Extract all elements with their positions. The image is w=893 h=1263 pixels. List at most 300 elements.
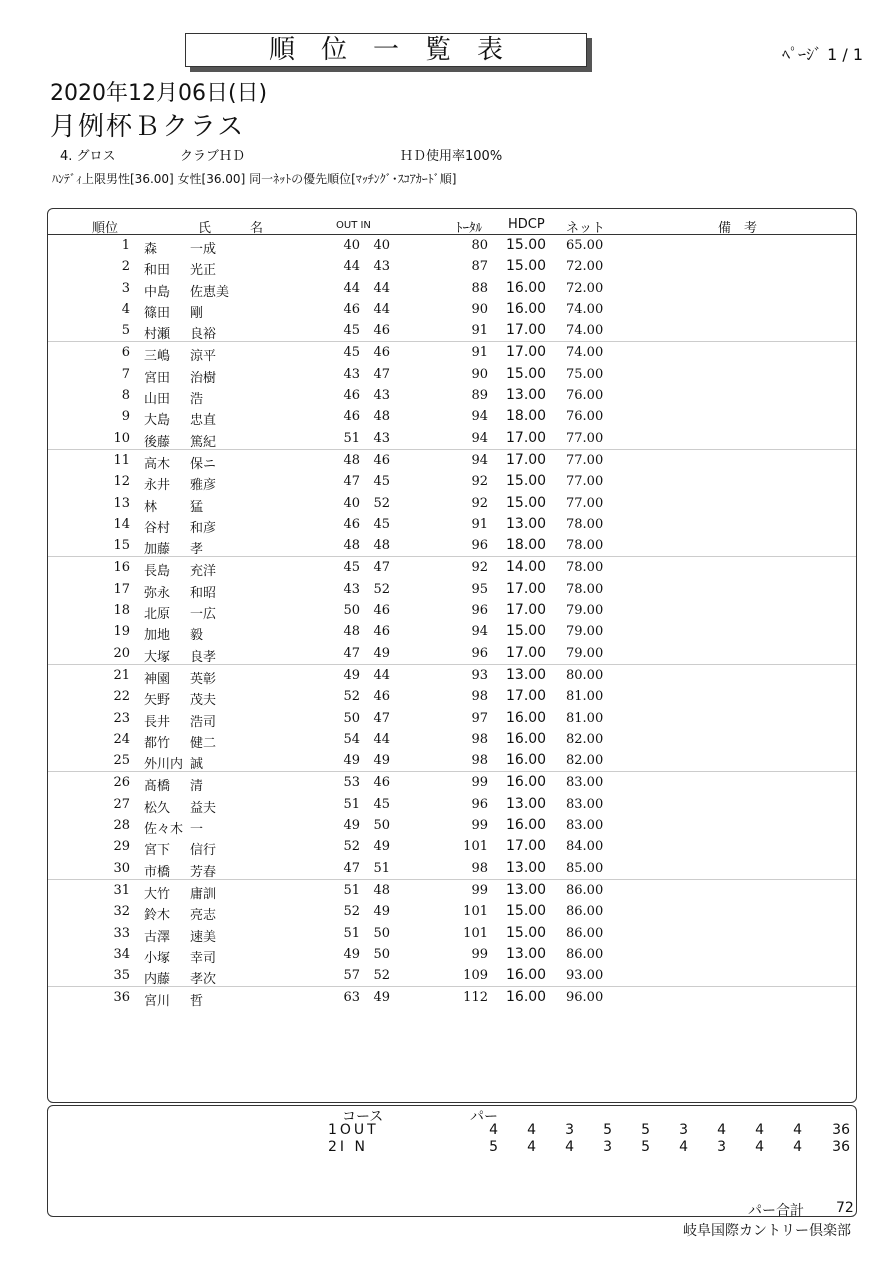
- last-name-cell: 長島: [144, 564, 171, 580]
- first-name-cell: 涼平: [190, 349, 217, 365]
- last-name-cell: 宮田: [144, 370, 171, 386]
- out-score-cell: 43: [343, 581, 360, 597]
- header-net: ネット: [566, 221, 606, 236]
- course-par-total: 36: [832, 1122, 850, 1138]
- rank-cell: 4: [121, 301, 130, 317]
- hole-par: 4: [793, 1122, 802, 1138]
- total-score-cell: 93: [471, 667, 488, 683]
- last-name-cell: 松久: [144, 800, 171, 816]
- total-score-cell: 112: [463, 990, 488, 1006]
- out-score-cell: 52: [343, 904, 360, 920]
- last-name-cell: 髙橋: [144, 779, 171, 795]
- rank-cell: 33: [113, 925, 130, 941]
- hdcp-cell: 13.00: [506, 666, 547, 683]
- total-score-cell: 91: [471, 516, 488, 532]
- hole-par: 5: [641, 1122, 650, 1138]
- total-score-cell: 94: [471, 430, 488, 446]
- rank-cell: 30: [113, 860, 130, 876]
- table-row: [48, 686, 856, 707]
- results-table: [47, 208, 857, 1103]
- last-name-cell: 長井: [144, 714, 171, 730]
- rank-cell: 11: [113, 452, 130, 468]
- last-name-cell: 大竹: [144, 886, 171, 902]
- out-score-cell: 46: [343, 409, 360, 425]
- table-row: [48, 923, 856, 944]
- rank-cell: 5: [121, 323, 130, 339]
- rank-cell: 31: [113, 882, 130, 898]
- hdcp-cell: 16.00: [506, 967, 547, 984]
- table-row: [48, 428, 856, 449]
- out-score-cell: 45: [343, 560, 360, 576]
- net-score-cell: 86.00: [566, 904, 604, 920]
- rank-cell: 23: [113, 710, 130, 726]
- net-score-cell: 76.00: [566, 388, 604, 404]
- total-score-cell: 101: [463, 925, 488, 941]
- net-score-cell: 86.00: [566, 946, 604, 962]
- table-row: [48, 901, 856, 922]
- in-score-cell: 48: [373, 882, 390, 898]
- last-name-cell: 森: [144, 242, 158, 257]
- hdcp-cell: 15.00: [506, 237, 547, 253]
- net-score-cell: 78.00: [566, 560, 604, 576]
- hole-par: 4: [717, 1122, 726, 1138]
- first-name-cell: 孝次: [190, 972, 217, 988]
- in-score-cell: 52: [373, 581, 390, 597]
- hdcp-cell: 13.00: [506, 945, 547, 962]
- net-score-cell: 78.00: [566, 538, 604, 554]
- results-rows: [48, 235, 856, 1009]
- rank-cell: 36: [113, 990, 130, 1006]
- out-score-cell: 40: [343, 238, 360, 253]
- in-score-cell: 49: [373, 904, 390, 920]
- rank-cell: 28: [113, 818, 130, 834]
- table-row: [48, 600, 856, 621]
- out-score-cell: 48: [343, 538, 360, 554]
- hole-par: 4: [489, 1122, 498, 1138]
- hole-par: 5: [489, 1139, 498, 1155]
- total-score-cell: 87: [471, 259, 488, 275]
- net-score-cell: 86.00: [566, 882, 604, 898]
- net-score-cell: 82.00: [566, 731, 604, 747]
- net-score-cell: 79.00: [566, 645, 604, 661]
- table-row: [48, 965, 856, 986]
- course-name: 2I N: [328, 1139, 368, 1155]
- last-name-cell: 矢野: [144, 693, 171, 709]
- table-row: [48, 986, 856, 1008]
- first-name-cell: 一: [190, 822, 204, 838]
- net-score-cell: 86.00: [566, 925, 604, 941]
- in-score-cell: 45: [373, 474, 390, 490]
- hdcp-cell: 13.00: [506, 515, 547, 532]
- hdcp-cell: 16.00: [506, 817, 547, 834]
- rank-cell: 32: [113, 904, 130, 920]
- total-score-cell: 96: [471, 603, 488, 619]
- hdcp-cell: 15.00: [506, 494, 547, 511]
- hole-par: 4: [755, 1122, 764, 1138]
- header-out-in: OUT IN: [336, 220, 371, 231]
- last-name-cell: 弥永: [144, 585, 171, 601]
- in-score-cell: 47: [373, 366, 390, 382]
- in-score-cell: 44: [373, 667, 390, 683]
- hdcp-cell: 17.00: [506, 429, 547, 446]
- rank-cell: 17: [113, 581, 130, 597]
- total-score-cell: 92: [471, 560, 488, 576]
- last-name-cell: 高木: [144, 456, 171, 472]
- in-score-cell: 48: [373, 538, 390, 554]
- rank-cell: 10: [113, 430, 130, 446]
- last-name-cell: 三嶋: [144, 349, 171, 365]
- out-score-cell: 44: [343, 259, 360, 275]
- handicap-rate: ＨＤ使用率100%: [400, 149, 503, 164]
- course-header: コース: [342, 1109, 384, 1125]
- in-score-cell: 43: [373, 388, 390, 404]
- net-score-cell: 96.00: [566, 990, 604, 1006]
- handicap-type: クラブＨＤ: [180, 149, 246, 164]
- net-score-cell: 83.00: [566, 796, 604, 812]
- hdcp-cell: 16.00: [506, 774, 547, 791]
- out-score-cell: 43: [343, 366, 360, 382]
- total-score-cell: 95: [471, 581, 488, 597]
- total-score-cell: 92: [471, 495, 488, 511]
- first-name-cell: 佐恵美: [190, 284, 230, 300]
- rank-cell: 7: [121, 366, 130, 382]
- in-score-cell: 52: [373, 968, 390, 984]
- out-score-cell: 46: [343, 516, 360, 532]
- first-name-cell: 光正: [190, 263, 217, 279]
- total-score-cell: 96: [471, 538, 488, 554]
- rank-cell: 26: [113, 775, 130, 791]
- last-name-cell: 外川内: [144, 757, 184, 773]
- table-row: [48, 256, 856, 277]
- rank-cell: 12: [113, 474, 130, 490]
- table-row: [48, 514, 856, 535]
- net-score-cell: 77.00: [566, 452, 604, 468]
- first-name-cell: 治樹: [190, 370, 217, 386]
- first-name-cell: 亮志: [190, 908, 217, 924]
- header-rank: 順位: [92, 221, 119, 236]
- competition-name: 月例杯Ｂクラス: [50, 112, 246, 142]
- total-score-cell: 99: [471, 946, 488, 962]
- in-score-cell: 49: [373, 990, 390, 1006]
- total-score-cell: 98: [471, 731, 488, 747]
- first-name-cell: 猛: [190, 499, 204, 515]
- table-row: [48, 729, 856, 750]
- in-score-cell: 44: [373, 301, 390, 317]
- last-name-cell: 大塚: [144, 649, 171, 665]
- total-score-cell: 101: [463, 839, 488, 855]
- out-score-cell: 51: [343, 796, 360, 812]
- out-score-cell: 49: [343, 753, 360, 769]
- net-score-cell: 65.00: [566, 238, 604, 253]
- first-name-cell: 幸司: [190, 950, 217, 966]
- event-date: 2020年12月06日(日): [50, 81, 268, 106]
- net-score-cell: 78.00: [566, 516, 604, 532]
- rank-cell: 18: [113, 603, 130, 619]
- total-score-cell: 90: [471, 301, 488, 317]
- hdcp-cell: 13.00: [506, 881, 547, 898]
- header-total: ﾄｰﾀﾙ: [456, 221, 482, 236]
- first-name-cell: 一成: [190, 242, 217, 257]
- hole-par: 3: [603, 1139, 612, 1155]
- net-score-cell: 83.00: [566, 818, 604, 834]
- first-name-cell: 剛: [190, 305, 204, 321]
- out-score-cell: 63: [343, 990, 360, 1006]
- hdcp-cell: 16.00: [506, 709, 547, 726]
- last-name-cell: 佐々木: [144, 822, 184, 838]
- rank-cell: 1: [121, 238, 130, 253]
- first-name-cell: 益夫: [190, 800, 217, 816]
- in-score-cell: 49: [373, 645, 390, 661]
- first-name-cell: 信行: [190, 843, 217, 859]
- hdcp-cell: 17.00: [506, 344, 547, 361]
- hole-par: 4: [527, 1122, 536, 1138]
- hdcp-cell: 16.00: [506, 279, 547, 296]
- hdcp-cell: 18.00: [506, 537, 547, 554]
- total-score-cell: 94: [471, 624, 488, 640]
- first-name-cell: 篤紀: [190, 434, 217, 450]
- table-row: [48, 493, 856, 514]
- hdcp-cell: 16.00: [506, 989, 547, 1006]
- rank-cell: 29: [113, 839, 130, 855]
- hole-par: 3: [679, 1122, 688, 1138]
- rank-cell: 9: [121, 409, 130, 425]
- net-score-cell: 76.00: [566, 409, 604, 425]
- hdcp-cell: 15.00: [506, 258, 547, 275]
- rank-cell: 35: [113, 968, 130, 984]
- in-score-cell: 43: [373, 430, 390, 446]
- out-score-cell: 40: [343, 495, 360, 511]
- in-score-cell: 46: [373, 452, 390, 468]
- out-score-cell: 48: [343, 452, 360, 468]
- total-score-cell: 101: [463, 904, 488, 920]
- rank-cell: 14: [113, 516, 130, 532]
- out-score-cell: 52: [343, 839, 360, 855]
- page-indicator: ﾍﾟｰｼﾞ 1 / 1: [781, 45, 863, 64]
- hdcp-cell: 17.00: [506, 451, 547, 468]
- hdcp-cell: 13.00: [506, 387, 547, 404]
- total-score-cell: 109: [463, 968, 488, 984]
- header-hdcp: HDCP: [508, 217, 545, 232]
- first-name-cell: 庸訓: [190, 886, 217, 902]
- table-row: [48, 471, 856, 492]
- total-score-cell: 98: [471, 753, 488, 769]
- first-name-cell: 英彰: [190, 671, 217, 687]
- table-row: [48, 406, 856, 427]
- table-row: [48, 794, 856, 815]
- table-row: [48, 278, 856, 299]
- rank-cell: 8: [121, 388, 130, 404]
- rank-cell: 3: [121, 280, 130, 296]
- total-score-cell: 91: [471, 323, 488, 339]
- net-score-cell: 77.00: [566, 430, 604, 446]
- first-name-cell: 誠: [190, 757, 204, 773]
- table-row: [48, 579, 856, 600]
- rank-cell: 6: [121, 345, 130, 361]
- hdcp-cell: 15.00: [506, 365, 547, 382]
- net-score-cell: 93.00: [566, 968, 604, 984]
- handicap-note: ﾊﾝﾃﾞｨ上限男性[36.00] 女性[36.00] 同一ﾈｯﾄの優先順位[ﾏｯﾁﾝｸﾞ･ｽｺｱｶｰﾄﾞ順]: [52, 172, 457, 186]
- hdcp-cell: 16.00: [506, 752, 547, 769]
- table-row: [48, 621, 856, 642]
- rank-cell: 34: [113, 946, 130, 962]
- last-name-cell: 林: [144, 499, 158, 515]
- out-score-cell: 54: [343, 731, 360, 747]
- hole-par: 4: [793, 1139, 802, 1155]
- out-score-cell: 51: [343, 430, 360, 446]
- first-name-cell: 浩: [190, 392, 204, 408]
- rank-cell: 27: [113, 796, 130, 812]
- out-score-cell: 57: [343, 968, 360, 984]
- header-name: 氏 名: [198, 221, 264, 236]
- first-name-cell: 速美: [190, 929, 217, 945]
- last-name-cell: 宮川: [144, 994, 171, 1010]
- total-score-cell: 98: [471, 860, 488, 876]
- in-score-cell: 45: [373, 796, 390, 812]
- hdcp-cell: 17.00: [506, 688, 547, 705]
- net-score-cell: 74.00: [566, 345, 604, 361]
- hdcp-cell: 15.00: [506, 924, 547, 941]
- net-score-cell: 75.00: [566, 366, 604, 382]
- table-row: [48, 556, 856, 578]
- last-name-cell: 谷村: [144, 520, 171, 536]
- out-score-cell: 45: [343, 323, 360, 339]
- in-score-cell: 46: [373, 624, 390, 640]
- last-name-cell: 市橋: [144, 864, 171, 880]
- total-score-cell: 80: [471, 238, 488, 253]
- net-score-cell: 77.00: [566, 495, 604, 511]
- total-score-cell: 94: [471, 409, 488, 425]
- total-score-cell: 99: [471, 775, 488, 791]
- total-score-cell: 98: [471, 689, 488, 705]
- last-name-cell: 永井: [144, 478, 171, 494]
- hdcp-cell: 17.00: [506, 602, 547, 619]
- hdcp-cell: 17.00: [506, 838, 547, 855]
- out-score-cell: 44: [343, 280, 360, 296]
- hdcp-cell: 17.00: [506, 322, 547, 339]
- rank-cell: 13: [113, 495, 130, 511]
- table-row: [48, 320, 856, 341]
- out-score-cell: 46: [343, 388, 360, 404]
- in-score-cell: 50: [373, 818, 390, 834]
- total-score-cell: 99: [471, 882, 488, 898]
- out-score-cell: 50: [343, 603, 360, 619]
- in-score-cell: 45: [373, 516, 390, 532]
- net-score-cell: 74.00: [566, 323, 604, 339]
- hole-par: 5: [641, 1139, 650, 1155]
- hdcp-cell: 15.00: [506, 623, 547, 640]
- out-score-cell: 49: [343, 946, 360, 962]
- sub-header: [60, 145, 502, 164]
- rank-cell: 16: [113, 560, 130, 576]
- net-score-cell: 79.00: [566, 624, 604, 640]
- first-name-cell: 清: [190, 779, 204, 795]
- first-name-cell: 茂夫: [190, 693, 217, 709]
- in-score-cell: 44: [373, 280, 390, 296]
- club-name: 岐阜国際カントリー倶楽部: [683, 1223, 851, 1239]
- net-score-cell: 81.00: [566, 689, 604, 705]
- hdcp-cell: 17.00: [506, 644, 547, 661]
- table-row: [48, 341, 856, 363]
- table-row: [48, 235, 856, 256]
- in-score-cell: 48: [373, 409, 390, 425]
- in-score-cell: 51: [373, 860, 390, 876]
- table-row: [48, 815, 856, 836]
- out-score-cell: 47: [343, 860, 360, 876]
- last-name-cell: 後藤: [144, 434, 171, 450]
- in-score-cell: 47: [373, 560, 390, 576]
- net-score-cell: 85.00: [566, 860, 604, 876]
- hdcp-cell: 16.00: [506, 300, 547, 317]
- last-name-cell: 古澤: [144, 929, 171, 945]
- total-score-cell: 96: [471, 796, 488, 812]
- table-row: [48, 364, 856, 385]
- first-name-cell: 健二: [190, 735, 217, 751]
- in-score-cell: 46: [373, 775, 390, 791]
- last-name-cell: 神園: [144, 671, 171, 687]
- header-notes: 備 考: [718, 221, 758, 236]
- report-title-box: [185, 33, 587, 67]
- net-score-cell: 84.00: [566, 839, 604, 855]
- hole-par: 4: [565, 1139, 574, 1155]
- net-score-cell: 83.00: [566, 775, 604, 791]
- first-name-cell: 哲: [190, 994, 204, 1010]
- table-row: [48, 535, 856, 556]
- in-score-cell: 52: [373, 495, 390, 511]
- hole-par: 3: [717, 1139, 726, 1155]
- in-score-cell: 43: [373, 259, 390, 275]
- total-score-cell: 94: [471, 452, 488, 468]
- last-name-cell: 鈴木: [144, 908, 171, 924]
- course-par-total: 36: [832, 1139, 850, 1155]
- hole-par: 3: [565, 1122, 574, 1138]
- category-label: 4. グロス: [60, 149, 116, 164]
- last-name-cell: 加地: [144, 628, 171, 644]
- total-score-cell: 97: [471, 710, 488, 726]
- last-name-cell: 大島: [144, 413, 171, 429]
- in-score-cell: 40: [373, 238, 390, 253]
- first-name-cell: 良裕: [190, 327, 217, 343]
- net-score-cell: 82.00: [566, 753, 604, 769]
- table-row: [48, 664, 856, 686]
- table-row: [48, 944, 856, 965]
- last-name-cell: 内藤: [144, 972, 171, 988]
- net-score-cell: 72.00: [566, 280, 604, 296]
- first-name-cell: 和彦: [190, 520, 217, 536]
- table-row: [48, 858, 856, 879]
- rank-cell: 22: [113, 689, 130, 705]
- first-name-cell: 充洋: [190, 564, 217, 580]
- hdcp-cell: 18.00: [506, 408, 547, 425]
- table-row: [48, 771, 856, 793]
- first-name-cell: 保ニ: [190, 456, 217, 472]
- table-row: [48, 836, 856, 857]
- first-name-cell: 浩司: [190, 714, 217, 730]
- table-row: [48, 643, 856, 664]
- table-row: [48, 750, 856, 771]
- in-score-cell: 44: [373, 731, 390, 747]
- out-score-cell: 48: [343, 624, 360, 640]
- table-row: [48, 385, 856, 406]
- out-score-cell: 52: [343, 689, 360, 705]
- out-score-cell: 47: [343, 474, 360, 490]
- rank-cell: 20: [113, 645, 130, 661]
- in-score-cell: 50: [373, 925, 390, 941]
- net-score-cell: 79.00: [566, 603, 604, 619]
- last-name-cell: 北原: [144, 607, 171, 623]
- out-score-cell: 45: [343, 345, 360, 361]
- in-score-cell: 49: [373, 753, 390, 769]
- out-score-cell: 47: [343, 645, 360, 661]
